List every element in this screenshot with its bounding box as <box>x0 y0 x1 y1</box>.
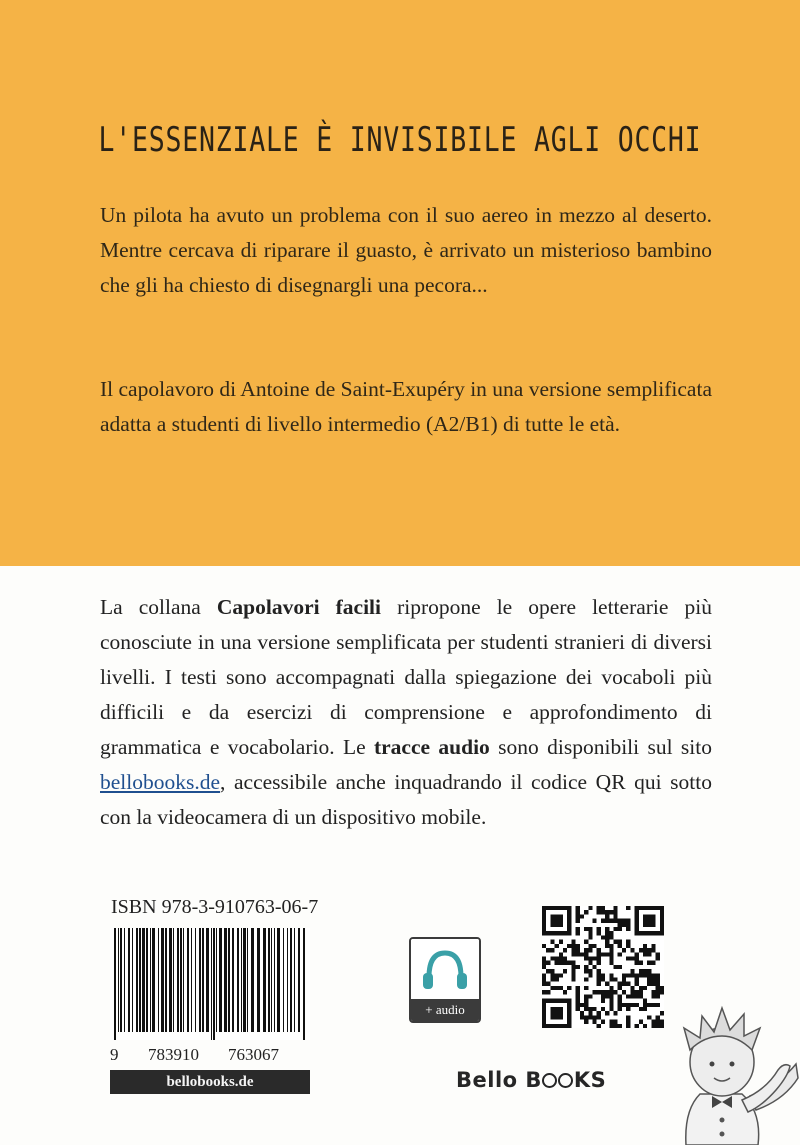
audio-term: tracce audio <box>373 735 490 759</box>
barcode-digit-group-left: 783910 <box>148 1045 199 1064</box>
series-paragraph: La collana Capolavori facili ripropone le opere letterarie più conosciute in una versione semplificata per studenti stranieri di diversi livelli. I testi sono accompagnati dalla spiegazione dei vocaboli più difficili e da esercizi di comprensione e approfondimento di grammatica e vocabolario. Le tracce audio sono disponibili sul sito bellobooks.de, accessibile anche inquadrando il codice QR qui sotto con la videocamera di un dispositivo mobile. <box>100 595 712 829</box>
website-link[interactable]: bellobooks.de <box>100 770 221 794</box>
series-name: Capolavori facili <box>216 595 382 619</box>
isbn-label: ISBN 978-3-910763-06-7 <box>111 896 319 918</box>
audio-badge-label: + audio <box>411 999 479 1021</box>
headphones-icon <box>411 939 479 999</box>
description-paragraph: Il capolavoro di Antoine de Saint-Exupéry in una versione semplificata adatta a studenti di livello intermedio (A2/B1) di tutte le età. <box>100 377 712 436</box>
barcode-digit-lead: 9 <box>110 1045 119 1064</box>
cover-headline: L'ESSENZIALE È INVISIBILE AGLI OCCHI <box>98 120 702 160</box>
audio-badge <box>409 937 481 1023</box>
little-prince-illustration <box>638 978 800 1145</box>
isbn-barcode <box>110 928 310 1040</box>
barcode-digits <box>110 1045 310 1067</box>
synopsis-paragraph: Un pilota ha avuto un problema con il suo aereo in mezzo al deserto. Mentre cercava di riparare il guasto, è arrivato un misterioso bambino che gli ha chiesto di disegnargli una pecora... <box>100 203 712 297</box>
barcode-site-label: bellobooks.de <box>110 1070 310 1094</box>
publisher-logo: Bello B KS <box>456 1068 607 1092</box>
barcode-digit-group-right: 763067 <box>228 1045 279 1064</box>
